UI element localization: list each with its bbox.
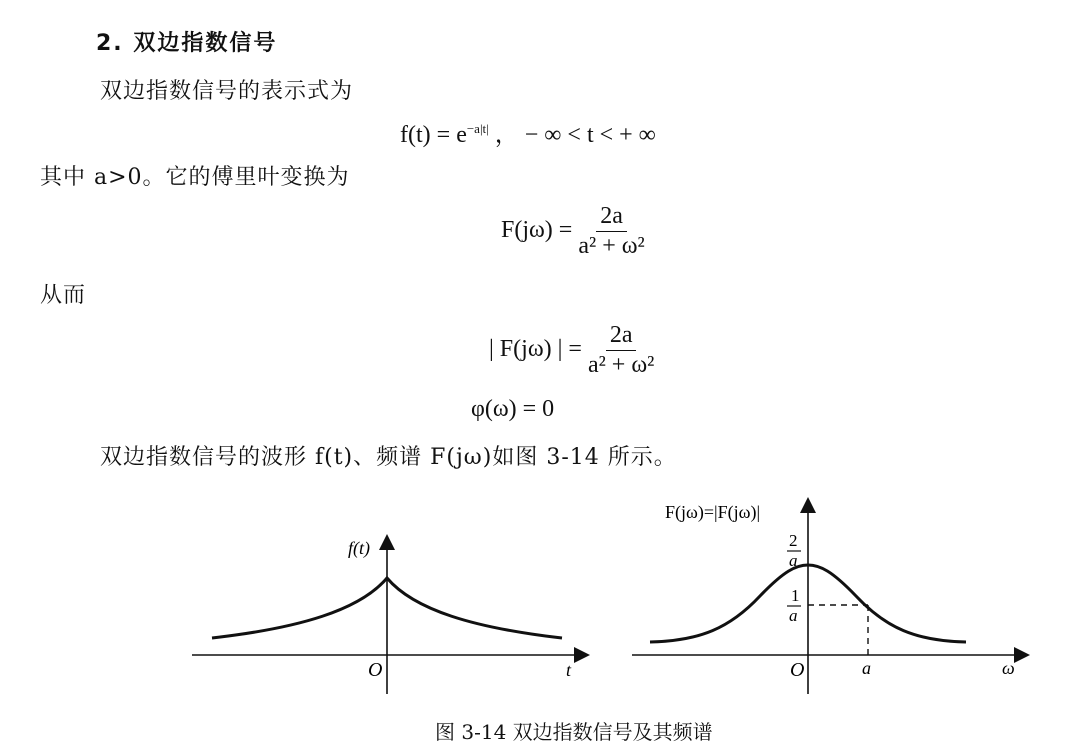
section-heading: 2. 双边指数信号 bbox=[96, 31, 278, 56]
figure-caption: 图 3-14 双边指数信号及其频谱 bbox=[435, 720, 713, 744]
waveform-plot bbox=[192, 538, 582, 694]
eq2-denominator: a² + ω² bbox=[578, 233, 645, 259]
spectrum-mid-label-numerator: 1 bbox=[791, 586, 800, 605]
condition-text: 其中 a>0。它的傅里叶变换为 bbox=[40, 165, 350, 190]
eq3-denominator: a² + ω² bbox=[587, 352, 655, 378]
spectrum-y-label: F(jω)=|F(jω)| bbox=[665, 502, 761, 522]
spectrum-mid-label-denominator: a bbox=[789, 606, 798, 625]
spectrum-peak-label-numerator: 2 bbox=[789, 531, 798, 550]
thus-text: 从而 bbox=[40, 283, 87, 308]
figure-reference-text: 双边指数信号的波形 f(t)、频谱 F(jω)如图 3-14 所示。 bbox=[100, 445, 677, 470]
waveform-x-label: t bbox=[566, 660, 572, 680]
spectrum-a-tick-label: a bbox=[862, 658, 871, 678]
spectrum-origin-label: O bbox=[790, 659, 805, 681]
eq3-numerator: 2a bbox=[606, 322, 637, 351]
eq1-lhs: f(t) = bbox=[400, 122, 451, 148]
eq1-range: ， − ∞ < t < + ∞ bbox=[494, 122, 656, 148]
intro-text: 双边指数信号的表示式为 bbox=[100, 79, 354, 104]
eq2-lhs: F(jω) = bbox=[501, 217, 573, 244]
waveform-y-label: f(t) bbox=[348, 538, 370, 558]
waveform-origin-label: O bbox=[368, 659, 383, 681]
equation-phase: φ(ω) = 0 bbox=[471, 396, 555, 422]
spectrum-peak-label-denominator: a bbox=[789, 551, 798, 570]
eq2-numerator: 2a bbox=[596, 203, 627, 232]
eq3-lhs: | F(jω) | = bbox=[489, 336, 582, 363]
spectrum-plot bbox=[632, 502, 1022, 694]
eq1-base: e bbox=[456, 122, 467, 148]
eq1-exponent: −a|t| bbox=[466, 121, 489, 136]
spectrum-x-label: ω bbox=[1002, 658, 1015, 678]
